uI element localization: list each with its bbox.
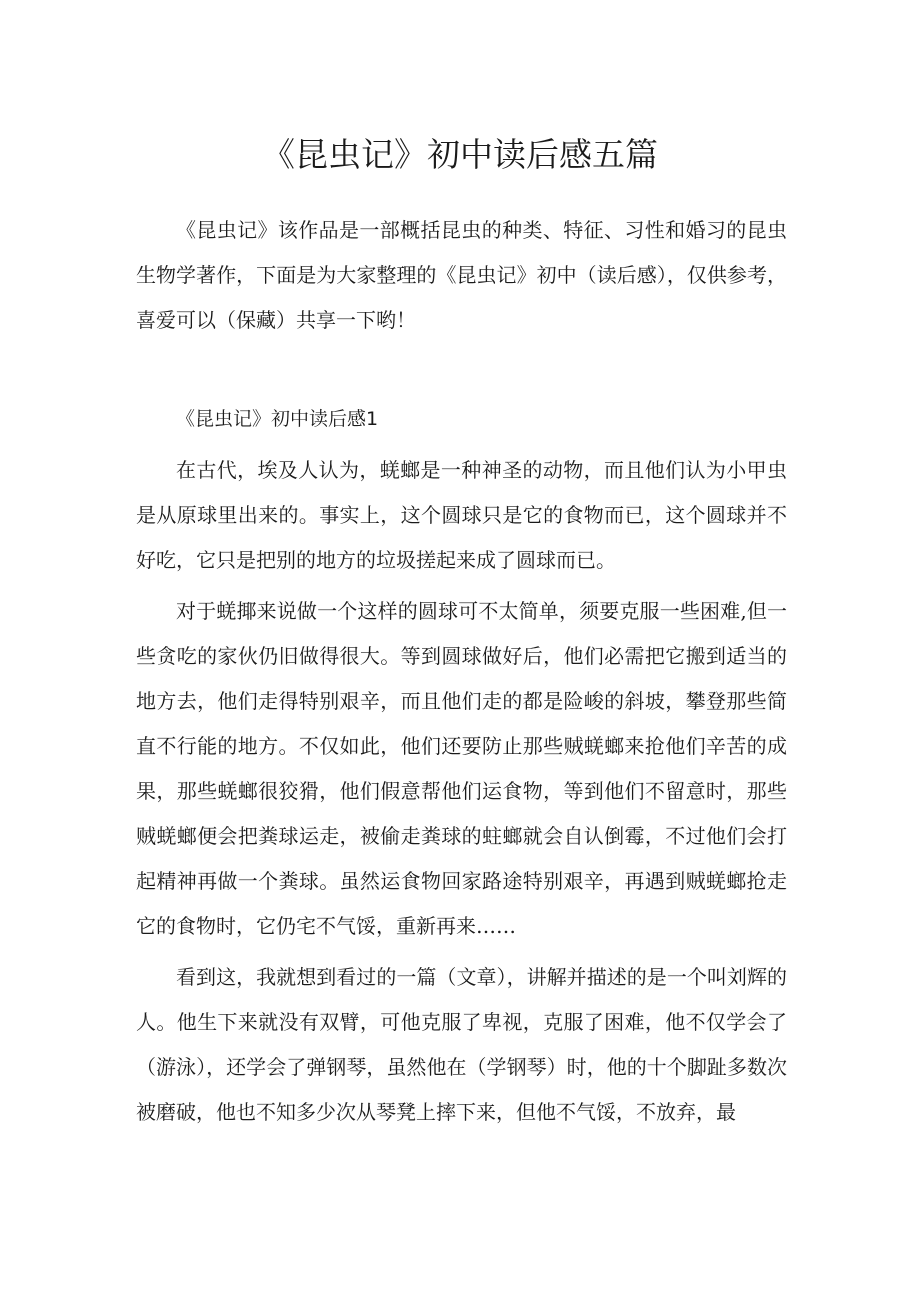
body-paragraph-2: 对于蜣揶来说做一个这样的圆球可不太简单，须要克服一些困难,但一些贪吃的家伙仍旧做得很大。等到圆球做好后，他们必需把它搬到适当的地方去，他们走得特别艰辛，而且他们走的都是险峻的斜坡，攀登那些简直不行能的地方。不仅如此，他们还要防止那些贼蜣螂来抢他们辛苦的成果，那些蜣螂很狡猾，他们假意帮他们运食物，等到他们不留意时，那些贼蜣螂便会把粪球运走，被偷走粪球的蛀螂就会自认倒霉，不过他们会打起精神再做一个粪球。虽然运食物回家路途特别艰辛，再遇到贼蜣螂抢走它的食物时，它仍宅不气馁，重新再来…… — [136, 599, 787, 938]
section-heading: 《昆虫记》初中读后感1 — [176, 408, 379, 430]
body-paragraph-3: 看到这，我就想到看过的一篇（文章），讲解并描述的是一个叫刘辉的人。他生下来就没有双臂，可他克服了卑视，克服了困难，他不仅学会了（游泳），还学会了弹钢琴，虽然他在（学钢琴）时，他的十个脚趾多数次被磨破，他也不知多少次从琴凳上摔下来，但他不气馁，不放弃，最 — [136, 965, 787, 1124]
document-title: 《昆虫记》初中读后感五篇 — [262, 135, 658, 174]
body-paragraph-1: 在古代，埃及人认为，蜣螂是一种神圣的动物，而且他们认为小甲虫是从原球里出来的。事实上，这个圆球只是它的食物而已，这个圆球并不好吃，它只是把别的地方的垃圾搓起来成了圆球而已。 — [136, 458, 787, 572]
intro-paragraph: 《昆虫记》该作品是一部概括昆虫的种类、特征、习性和婚习的昆虫生物学著作，下面是为大家整理的《昆虫记》初中（读后感），仅供参考，喜爱可以（保藏）共享一下哟！ — [136, 218, 787, 332]
document-body — [136, 208, 787, 1141]
